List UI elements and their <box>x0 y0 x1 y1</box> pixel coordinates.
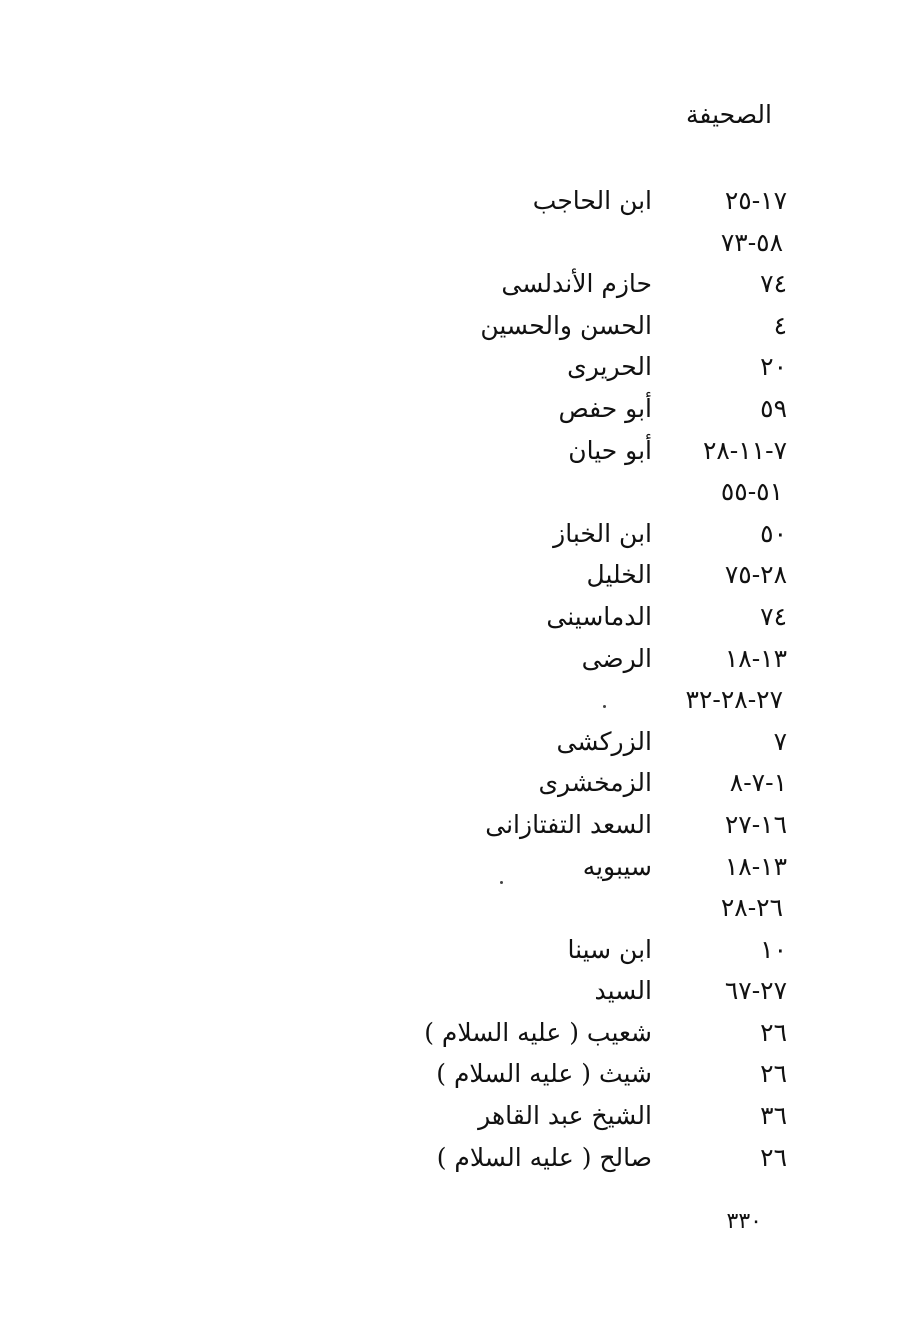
index-entry <box>287 762 787 804</box>
entry-page-numbers: ١٧-٢٥ <box>724 186 787 215</box>
entry-page-numbers: ٤ <box>773 310 787 340</box>
index-entry <box>287 305 787 347</box>
entry-name: صالح ( عليه السلام ) <box>436 1142 652 1172</box>
entry-name: الرضى <box>581 643 652 673</box>
index-entry <box>287 263 787 305</box>
entry-page-numbers: ١٣-١٨ <box>724 851 787 881</box>
entry-page-numbers: ١-٧-٨ <box>729 768 787 798</box>
entry-page-numbers: ٢٨-٧٥ <box>724 560 787 590</box>
entry-page-numbers: ١٣-١٨ <box>724 643 787 673</box>
entry-name: أبو حيان <box>568 435 652 465</box>
entry-page-numbers: ٢٦-٢٨ <box>720 893 783 923</box>
entry-page-numbers: ٧-١١-٢٨ <box>702 435 787 465</box>
entry-page-numbers: ١٠ <box>760 934 787 964</box>
entry-name: سيبويه <box>582 851 652 881</box>
entry-name: الزركشى <box>556 726 652 756</box>
entry-name: شيث ( عليه السلام ) <box>436 1059 652 1089</box>
entry-page-numbers: ٢٦ <box>760 1142 787 1172</box>
index-entry <box>287 513 787 555</box>
index-entry <box>287 346 787 388</box>
entry-page-numbers: ٢٠ <box>760 352 787 382</box>
index-entry <box>287 970 787 1012</box>
entry-page-numbers: ١٦-٢٧ <box>724 809 787 839</box>
index-entry <box>287 721 787 763</box>
index-entry <box>287 554 787 596</box>
index-entry <box>287 638 787 680</box>
page-number: ٣٣٠ <box>726 1209 762 1234</box>
entry-page-numbers: ٥٨-٧٣ <box>720 227 783 257</box>
entry-page-numbers: ٢٧-٦٧ <box>724 976 787 1006</box>
entry-name: السيد <box>594 976 652 1006</box>
entry-name: شعيب ( عليه السلام ) <box>424 1017 652 1047</box>
index-entry <box>287 596 787 638</box>
index-entry <box>287 929 787 971</box>
entry-page-numbers: ٧ <box>773 726 787 756</box>
index-entry <box>287 804 787 846</box>
index-entry <box>287 430 787 472</box>
entry-page-numbers: ٥٩ <box>760 393 787 423</box>
entry-name: أبو حفص <box>558 393 652 423</box>
entry-name: ابن الحاجب <box>532 186 652 215</box>
entry-page-numbers: ٢٦ <box>760 1017 787 1047</box>
index-list <box>287 180 787 1178</box>
entry-page-numbers: ٧٤ <box>760 601 787 631</box>
index-entry <box>287 679 787 721</box>
print-speck <box>603 705 606 708</box>
entry-name: السعد التفتازانى <box>485 809 652 839</box>
index-entry <box>287 1095 787 1137</box>
index-entry <box>287 887 787 929</box>
entry-page-numbers: ٥٠ <box>760 518 787 548</box>
entry-page-numbers: ٥١-٥٥ <box>720 477 783 507</box>
entry-name: الدماسينى <box>546 601 652 631</box>
entry-name: حازم الأندلسى <box>501 269 652 299</box>
entry-name: ابن سينا <box>567 934 652 964</box>
index-entry <box>287 471 787 513</box>
entry-page-numbers: ٧٤ <box>760 269 787 299</box>
entry-name: الشيخ عبد القاهر <box>478 1101 652 1131</box>
index-entry <box>287 388 787 430</box>
index-entry <box>287 1137 787 1179</box>
entry-name: الحسن والحسين <box>480 310 652 340</box>
index-entry <box>287 846 787 888</box>
entry-name: الحريرى <box>567 352 652 382</box>
page-column-header: الصحيفة <box>686 100 772 129</box>
entry-name: الزمخشرى <box>538 768 652 798</box>
index-entry <box>287 180 787 222</box>
entry-page-numbers: ٣٦ <box>760 1101 787 1131</box>
entry-page-numbers: ٢٦ <box>760 1059 787 1089</box>
print-speck <box>500 881 503 884</box>
entry-name: الخليل <box>586 560 652 590</box>
entry-name: ابن الخباز <box>553 518 652 548</box>
entry-page-numbers: ٢٧-٢٨-٣٢ <box>685 685 783 715</box>
index-entry <box>287 1012 787 1054</box>
index-entry <box>287 1053 787 1095</box>
index-entry <box>287 222 787 264</box>
